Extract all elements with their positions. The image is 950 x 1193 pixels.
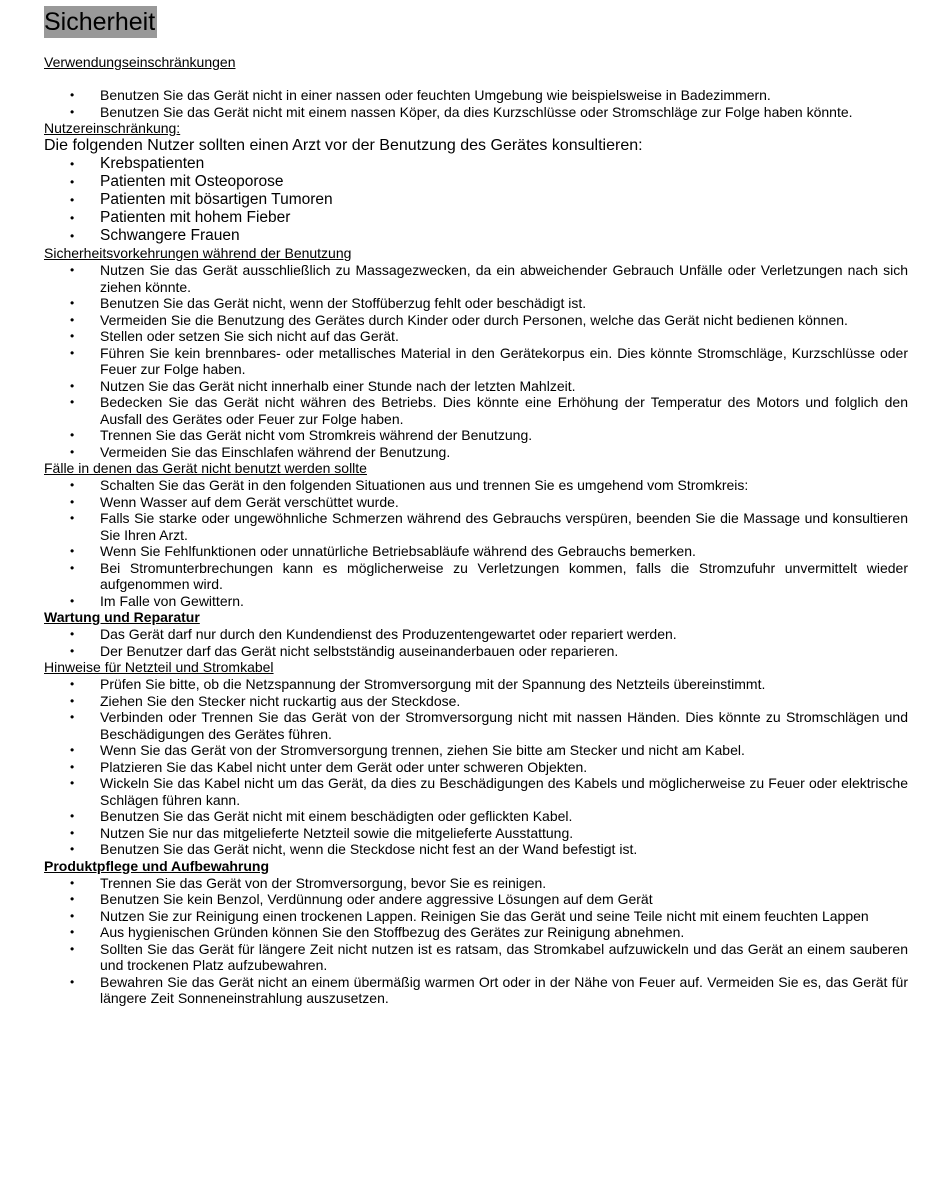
list-item-text: Falls Sie starke oder ungewöhnliche Schmerzen während des Gebrauchs verspüren, beenden Sie die Massage und konsultieren Sie Ihren Arzt. xyxy=(100,510,908,543)
section-heading: Fälle in denen das Gerät nicht benutzt werden sollte xyxy=(44,460,367,476)
bullet-icon: • xyxy=(70,157,75,171)
bullet-icon: • xyxy=(70,593,75,608)
bullet-icon: • xyxy=(70,743,75,757)
list-item xyxy=(44,693,908,710)
list-item xyxy=(44,808,908,825)
section-heading: Hinweise für Netzteil und Stromkabel xyxy=(44,659,274,675)
bullet-icon: • xyxy=(70,378,75,393)
bullet-icon: • xyxy=(70,263,75,277)
list-item xyxy=(44,295,908,312)
list-item-text: Krebspatienten xyxy=(100,155,205,172)
list-item-text: Benutzen Sie kein Benzol, Verdünnung oder andere aggressive Lösungen auf dem Gerät xyxy=(100,891,653,907)
bullet-list xyxy=(44,477,908,609)
bullet-icon: • xyxy=(70,329,75,343)
list-item xyxy=(44,87,908,104)
bullet-icon: • xyxy=(70,908,75,923)
list-item-text: Bedecken Sie das Gerät nicht währen des Betriebs. Dies könnte eine Erhöhung der Temperatur des Motors und folglich den Ausfall des Gerätes oder Feuer zur Folge haben. xyxy=(100,394,908,427)
list-item xyxy=(44,825,908,842)
list-item-text: Vermeiden Sie das Einschlafen während der Benutzung. xyxy=(100,443,451,460)
list-item-text: Trennen Sie das Gerät von der Stromversorgung, bevor Sie es reinigen. xyxy=(100,874,547,891)
bullet-icon: • xyxy=(70,229,75,243)
list-item xyxy=(44,477,908,494)
list-item-text: Benutzen Sie das Gerät nicht in einer nassen oder feuchten Umgebung wie beispielsweise in Badezimmern. xyxy=(100,87,771,103)
list-item-text: Benutzen Sie das Gerät nicht, wenn die Steckdose nicht fest an der Wand befestigt ist. xyxy=(100,841,638,857)
list-item-text: Nutzen Sie das Gerät nicht innerhalb einer Stunde nach der letzten Mahlzeit. xyxy=(100,377,576,394)
list-item-text: Benutzen Sie das Gerät nicht mit einem beschädigten oder geflickten Kabel. xyxy=(100,808,573,824)
bullet-icon: • xyxy=(70,941,75,956)
list-item-text: Patienten mit hohem Fieber xyxy=(100,209,291,226)
list-item xyxy=(44,378,908,395)
bullet-icon: • xyxy=(70,395,75,409)
page-title: Sicherheit xyxy=(44,8,156,36)
list-item-text: Vermeiden Sie die Benutzung des Gerätes durch Kinder oder durch Personen, welche das Gerät nicht bedienen können. xyxy=(100,311,848,328)
list-item xyxy=(44,742,908,759)
bullet-icon: • xyxy=(70,627,75,641)
bullet-icon: • xyxy=(70,825,75,840)
bullet-icon: • xyxy=(70,211,75,225)
list-item-text: Sollten Sie das Gerät für längere Zeit nicht nutzen ist es ratsam, das Stromkabel aufzuwickeln und das Gerät an einem sauberen und trockenen Platz aufzubewahren. xyxy=(100,940,908,973)
list-item-text: Das Gerät darf nur durch den Kundendienst des Produzentengewartet oder repariert werden. xyxy=(100,626,677,642)
list-item xyxy=(44,494,908,511)
list-item-text: Trennen Sie das Gerät nicht vom Stromkreis während der Benutzung. xyxy=(100,427,533,443)
list-item xyxy=(44,908,908,925)
list-item xyxy=(44,775,908,808)
bullet-icon: • xyxy=(70,511,75,525)
list-item-text: Der Benutzer darf das Gerät nicht selbstständig auseinanderbauen oder reparieren. xyxy=(100,642,619,659)
bullet-icon: • xyxy=(70,444,75,459)
bullet-icon: • xyxy=(70,312,75,327)
bullet-list xyxy=(44,87,908,120)
bullet-icon: • xyxy=(70,759,75,774)
bullet-list xyxy=(44,262,908,460)
list-item-text: Bei Stromunterbrechungen kann es möglicherweise zu Verletzungen kommen, falls die Stromzufuhr unvermittelt wieder aufgenommen wird. xyxy=(100,559,908,592)
list-item-text: Nutzen Sie das Gerät ausschließlich zu Massagezwecken, da ein abweichender Gebrauch Unfälle oder Verletzungen nach sich ziehen könnte. xyxy=(100,262,908,295)
section-heading: Wartung und Reparatur xyxy=(44,609,200,625)
section-intro: Die folgenden Nutzer sollten einen Arzt vor der Benutzung des Gerätes konsultieren: xyxy=(44,137,643,154)
bullet-icon: • xyxy=(70,974,75,989)
bullet-icon: • xyxy=(70,88,75,102)
list-item xyxy=(44,312,908,329)
list-item xyxy=(44,262,908,295)
bullet-icon: • xyxy=(70,710,75,724)
bullet-icon: • xyxy=(70,428,75,442)
list-item-text: Benutzen Sie das Gerät nicht mit einem nassen Köper, da dies Kurzschlüsse oder Stromschläge zur Folge haben könnte. xyxy=(100,103,853,120)
list-item xyxy=(44,209,908,227)
list-item xyxy=(44,759,908,776)
bullet-icon: • xyxy=(70,643,75,658)
bullet-icon: • xyxy=(70,478,75,492)
list-item xyxy=(44,191,908,209)
list-item-text: Wenn Sie Fehlfunktionen oder unnatürliche Betriebsabläufe während des Gebrauchs bemerken. xyxy=(100,543,696,559)
list-item xyxy=(44,328,908,345)
bullet-icon: • xyxy=(70,175,75,189)
list-item xyxy=(44,543,908,560)
list-item xyxy=(44,626,908,643)
list-item-text: Schalten Sie das Gerät in den folgenden Situationen aus und trennen Sie es umgehend vom Stromkreis: xyxy=(100,477,749,493)
list-item xyxy=(44,394,908,427)
section-heading: Produktpflege und Aufbewahrung xyxy=(44,857,270,874)
list-item-text: Patienten mit bösartigen Tumoren xyxy=(100,191,333,208)
list-item-text: Wickeln Sie das Kabel nicht um das Gerät, da dies zu Beschädigungen des Kabels und möglicherweise zu Feuer oder elektrische Schlägen führen kann. xyxy=(100,775,908,808)
list-item-text: Prüfen Sie bitte, ob die Netzspannung der Stromversorgung mit der Spannung des Netzteils übereinstimmt. xyxy=(100,676,766,692)
list-item xyxy=(44,709,908,742)
bullet-icon: • xyxy=(70,296,75,310)
list-item-text: Wenn Sie das Gerät von der Stromversorgung trennen, ziehen Sie bitte am Stecker und nicht am Kabel. xyxy=(100,742,745,758)
list-item-text: Stellen oder setzen Sie sich nicht auf das Gerät. xyxy=(100,328,399,344)
bullet-icon: • xyxy=(70,193,75,207)
document-page xyxy=(44,6,908,1007)
bullet-icon: • xyxy=(70,875,75,890)
list-item-text: Wenn Wasser auf dem Gerät verschüttet wurde. xyxy=(100,493,399,510)
bullet-icon: • xyxy=(70,494,75,509)
list-item xyxy=(44,427,908,444)
list-item xyxy=(44,875,908,892)
list-item-text: Nutzen Sie nur das mitgelieferte Netzteil sowie die mitgelieferte Ausstattung. xyxy=(100,824,574,841)
bullet-icon: • xyxy=(70,104,75,119)
list-item xyxy=(44,891,908,908)
bullet-list xyxy=(44,626,908,659)
bullet-icon: • xyxy=(70,842,75,856)
section-heading: Sicherheitsvorkehrungen während der Benutzung xyxy=(44,245,352,261)
list-item-text: Nutzen Sie zur Reinigung einen trockenen Lappen. Reinigen Sie das Gerät und seine Teile nicht mit einem feuchten Lappen xyxy=(100,907,869,924)
bullet-icon: • xyxy=(70,544,75,558)
list-item-text: Im Falle von Gewittern. xyxy=(100,592,244,609)
list-item xyxy=(44,173,908,191)
list-item xyxy=(44,593,908,610)
list-item xyxy=(44,941,908,974)
list-item xyxy=(44,560,908,593)
list-item xyxy=(44,841,908,858)
list-item xyxy=(44,643,908,660)
list-item-text: Platzieren Sie das Kabel nicht unter dem Gerät oder unter schweren Objekten. xyxy=(100,758,588,775)
bullet-icon: • xyxy=(70,560,75,575)
bullet-icon: • xyxy=(70,693,75,708)
bullet-icon: • xyxy=(70,776,75,790)
list-item-text: Verbinden oder Trennen Sie das Gerät von der Stromversorgung nicht mit nassen Händen. Dies könnte zu Stromschlägen und Beschädigungen des Gerätes führen. xyxy=(100,709,908,742)
bullet-list xyxy=(44,155,908,245)
list-item-text: Patienten mit Osteoporose xyxy=(100,173,284,190)
list-item xyxy=(44,155,908,173)
bullet-icon: • xyxy=(70,809,75,823)
bullet-icon: • xyxy=(70,892,75,906)
list-item xyxy=(44,510,908,543)
section-heading: Nutzereinschränkung: xyxy=(44,120,181,136)
section-heading: Verwendungseinschränkungen xyxy=(44,54,236,70)
list-item-text: Aus hygienischen Gründen können Sie den Stoffbezug des Gerätes zur Reinigung abnehmen. xyxy=(100,924,685,940)
bullet-icon: • xyxy=(70,677,75,691)
bullet-icon: • xyxy=(70,345,75,360)
list-item xyxy=(44,444,908,461)
list-item xyxy=(44,104,908,121)
list-item xyxy=(44,676,908,693)
bullet-list xyxy=(44,875,908,1007)
sections-container xyxy=(44,54,908,1007)
list-item-text: Schwangere Frauen xyxy=(100,227,240,244)
list-item xyxy=(44,924,908,941)
bullet-icon: • xyxy=(70,925,75,939)
list-item xyxy=(44,974,908,1007)
list-item-text: Benutzen Sie das Gerät nicht, wenn der Stoffüberzug fehlt oder beschädigt ist. xyxy=(100,295,587,311)
list-item-text: Bewahren Sie das Gerät nicht an einem übermäßig warmen Ort oder in der Nähe von Feuer auf. Vermeiden Sie es, das Gerät für längere Zeit Sonneneinstrahlung auszusetzen. xyxy=(100,973,908,1006)
list-item xyxy=(44,227,908,245)
list-item-text: Ziehen Sie den Stecker nicht ruckartig aus der Steckdose. xyxy=(100,692,461,709)
list-item xyxy=(44,345,908,378)
bullet-list xyxy=(44,676,908,858)
list-item-text: Führen Sie kein brennbares- oder metallisches Material in den Gerätekorpus ein. Dies könnte Stromschläge, Kurzschlüsse oder Feuer zur Folge haben. xyxy=(100,344,908,377)
